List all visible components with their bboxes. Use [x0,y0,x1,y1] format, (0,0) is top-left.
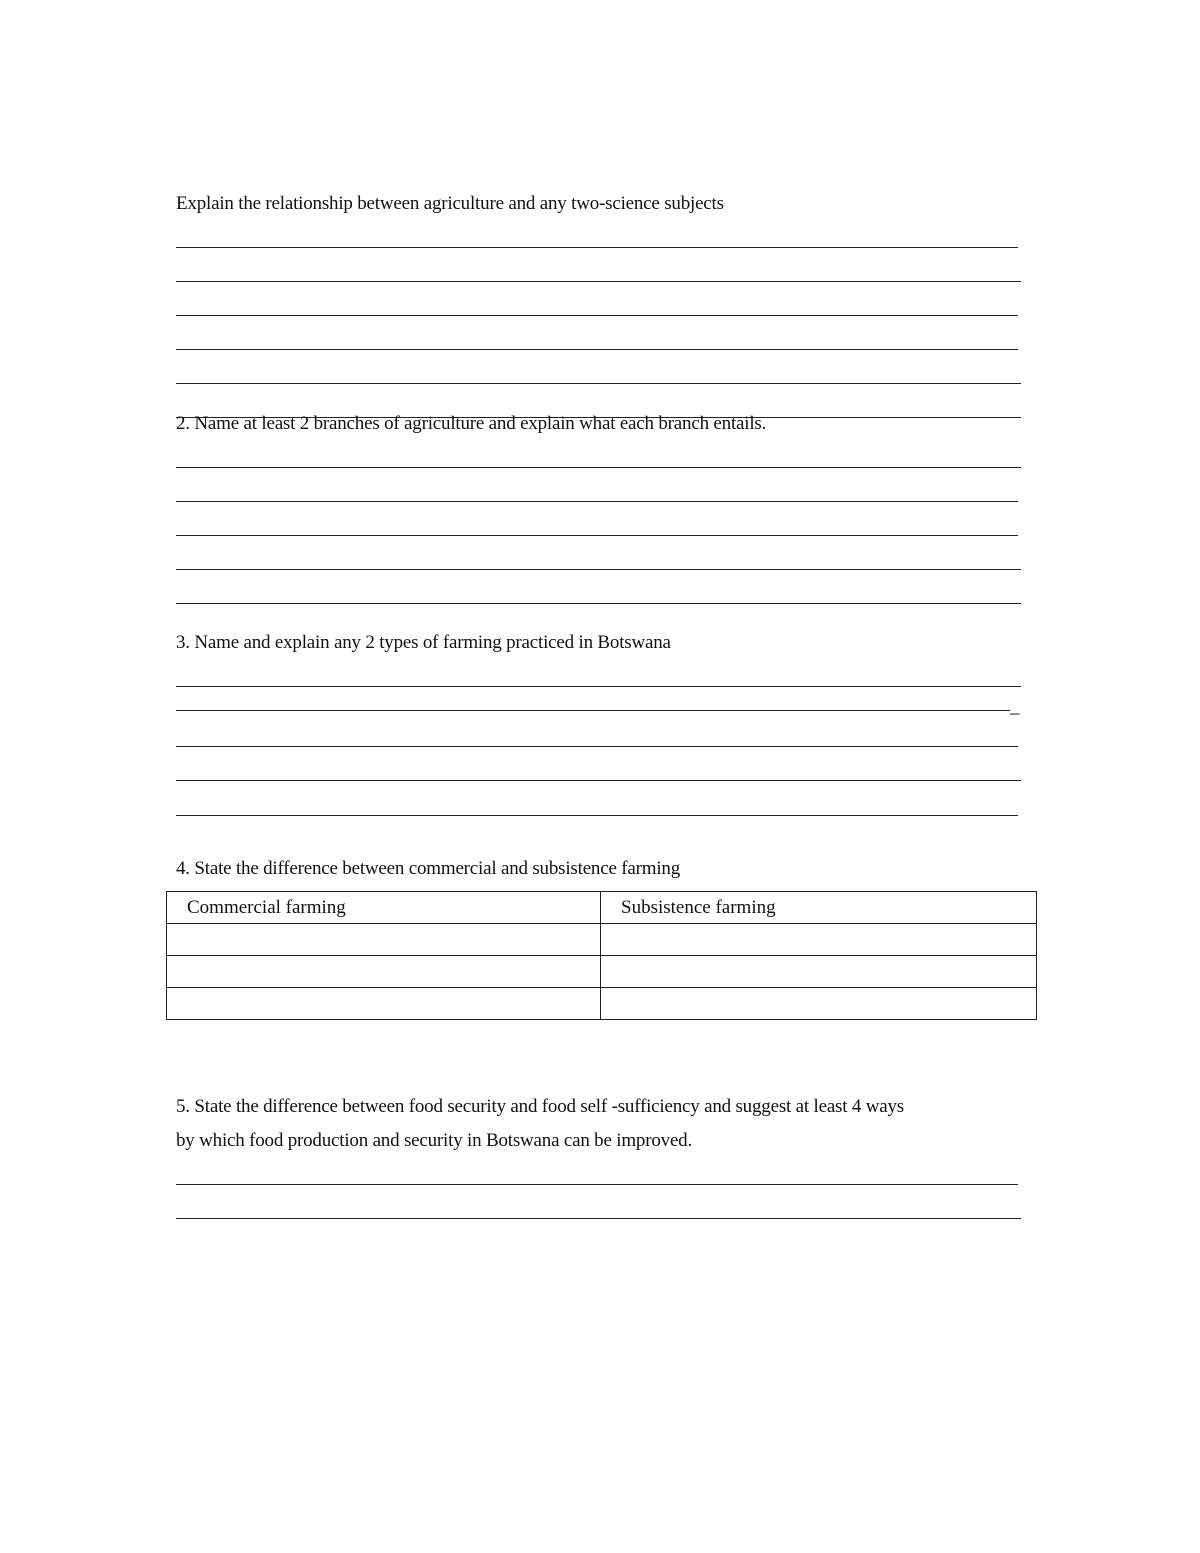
answer-line [176,603,1021,604]
trailing-underscore: _ [1010,696,1020,717]
answer-line [176,746,1018,747]
answer-line [176,349,1018,350]
answer-line [176,383,1021,384]
table-cell[interactable] [601,988,1037,1020]
question-2: 2. Name at least 2 branches of agriculture and explain what each branch entails. [176,413,767,434]
answer-line [176,535,1018,536]
table-cell[interactable] [167,988,601,1020]
comparison-table [166,891,1037,1020]
answer-line [176,569,1021,570]
answer-line [176,710,1010,711]
table-cell[interactable] [601,924,1037,956]
question-5-line-1: 5. State the difference between food security and food self -sufficiency and suggest at least 4 ways [176,1096,904,1117]
table-cell[interactable] [601,956,1037,988]
table-row [167,956,1037,988]
answer-line [176,315,1018,316]
answer-line [176,1184,1018,1185]
answer-line [176,281,1021,282]
table-cell[interactable] [167,924,601,956]
table-cell[interactable] [167,956,601,988]
question-4: 4. State the difference between commercial and subsistence farming [176,858,680,879]
table-row [167,988,1037,1020]
answer-line [176,686,1021,687]
answer-line [176,501,1018,502]
header-subsistence: Subsistence farming [601,892,1037,924]
question-1: Explain the relationship between agriculture and any two-science subjects [176,193,724,214]
question-5-line-2: by which food production and security in Botswana can be improved. [176,1130,693,1151]
answer-line [176,815,1018,816]
question-3: 3. Name and explain any 2 types of farming practiced in Botswana [176,632,671,653]
answer-line [176,247,1018,248]
answer-line [176,780,1021,781]
answer-line [176,1218,1021,1219]
answer-line [176,467,1021,468]
table-row [167,924,1037,956]
header-commercial: Commercial farming [167,892,601,924]
table-header-row [167,892,1037,924]
